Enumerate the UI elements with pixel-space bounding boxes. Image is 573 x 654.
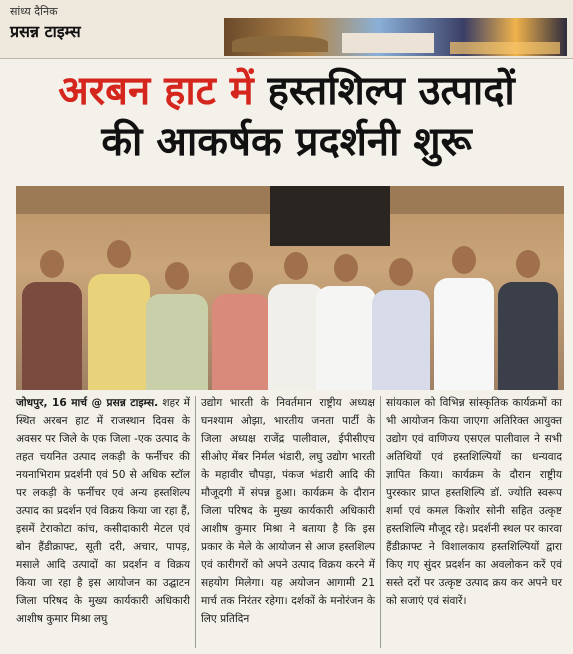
headline-line-2: की आकर्षक प्रदर्शनी शुरू xyxy=(101,119,472,165)
person xyxy=(146,262,208,390)
news-photo xyxy=(16,186,564,390)
person xyxy=(434,246,494,390)
article-column-2: उद्योग भारती के निवर्तमान राष्ट्रीय अध्यक्ष घनश्याम ओझा, भारतीय जनता पार्टी के जिला अध्यक्ष राजेंद्र पालीवाल, ईपीसीएच सीओए मेंबर निर्मल भंडारी, लघु उद्योग भारती के महावीर चौपड़ा, पंकज भंडारी आदि की मौजूदगी में संपन्न हुआ। कार्यक्रम के दौरान जिला परिषद के मुख्य कार्यकारी अधिकारी आशीष कुमार मिश्रा ने बताया है कि इस प्रकार के मेले के आयोजन से आज हस्तशिल्प एवं कारीगरों को अपने उत्पाद विक्रय करने में सहयोग मिलेगा। यह अयोजन आगामी 21 मार्च तक निरंतर रहेगा। दर्शकों के मनोरंजन के लिए प्रतिदिन xyxy=(201,397,375,625)
headline xyxy=(0,66,573,168)
article-column-1 xyxy=(16,394,190,628)
doorway xyxy=(270,186,390,246)
masthead-banner-image xyxy=(224,18,567,56)
palace-silhouette xyxy=(342,33,434,53)
person xyxy=(212,262,270,390)
headline-line-1 xyxy=(0,66,573,116)
city-lights xyxy=(450,42,560,54)
masthead xyxy=(0,0,573,59)
headline-red-part: अरबन हाट में xyxy=(58,68,254,114)
dateline: जोधपुर, 16 मार्च @ प्रसन्न टाइम्स. xyxy=(16,397,159,409)
fort-silhouette xyxy=(232,36,328,52)
person xyxy=(372,258,430,390)
column-divider xyxy=(380,396,381,648)
column-divider xyxy=(195,396,196,648)
article-column-3: सांयकाल को विभिन्न सांस्कृतिक कार्यक्रमों का भी आयोजन किया जाएगा अतिरिक्त आयुक्त उद्योग एवं वाणिज्य एसएल पालीवाल ने सभी अतिथियों एवं हस्तशिल्पियों का धन्यवाद ज्ञापित किया। कार्यक्रम के दौरान राष्ट्रीय पुरस्कार प्राप्त हस्तशिल्पि डॉ. ज्योति स्वरूप शर्मा एवं कमल किशोर सोनी सहित उत्कृष्ट हस्तशिल्पि मौजूद रहे। प्रदर्शनी स्थल पर कारवा हैंडीक्राफ्ट ने विशालकाय हस्तशिल्पियों द्वारा किए गए सुंदर प्रदर्शन का अवलोकन करें एवं सस्ते दरों पर उत्कृष्ट उत्पाद क्रय कर अपने घर को सजाएं एवं संवारें। xyxy=(386,397,562,607)
headline-black-part: हस्तशिल्प उत्पादों xyxy=(267,68,515,114)
person xyxy=(498,250,558,390)
person xyxy=(22,250,82,390)
newspaper-name: प्रसन्न टाइम्स xyxy=(10,22,81,41)
article-text-1: शहर में स्थित अरबन हाट में राजस्थान दिवस के अवसर पर जिले के एक जिला -एक उत्पाद के तहत चयनित उत्पाद लकड़ी के फर्नीचर की नयनाभिराम प्रदर्शनी एवं 50 से अधिक स्टॉल पर लकड़ी के फर्नीचर एवं अन्य हस्तशिल्प उत्पाद का प्रदर्शन एवं विक्रय किया जा रहा हैं, इसमें टेराकोटा कांच, कसीदाकारी मेटल एवं बोन हैंडीक्राफ्ट, सूती दरी, अचार, पापड़, मसाले आदि उत्पादों का प्रदर्शन व विक्रय किया जा रहा है इस आयोजन का उद्घाटन जिला परिषद के मुख्य कार्यकारी अधिकारी आशीष कुमार मिश्रा लघु xyxy=(16,397,190,625)
person xyxy=(88,240,150,390)
person xyxy=(316,254,376,390)
edition-label: सांध्य दैनिक xyxy=(10,5,58,18)
